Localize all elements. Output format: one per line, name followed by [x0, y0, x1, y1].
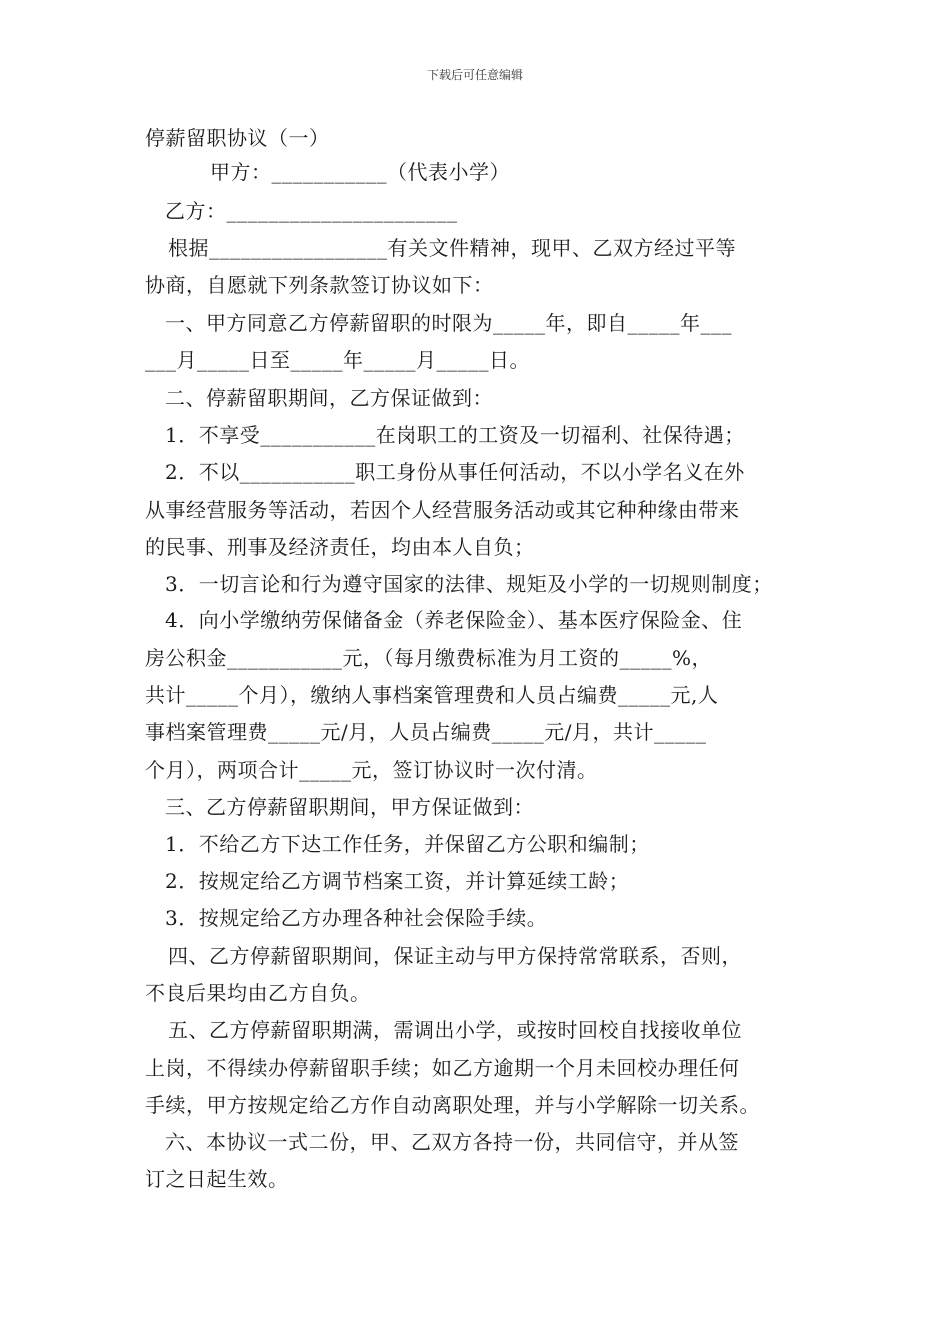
paragraph-line: ___月_____日至_____年_____月_____日。: [145, 348, 530, 372]
clause-line: 1．不给乙方下达工作任务，并保留乙方公职和编制；: [165, 832, 650, 856]
clause-line: 的民事、刑事及经济责任，均由本人自负；: [145, 535, 535, 559]
clause-line: 3．一切言论和行为遵守国家的法律、规矩及小学的一切规则制度；: [165, 572, 773, 596]
paragraph-line: 协商，自愿就下列条款签订协议如下：: [145, 273, 494, 297]
section-heading: 三、乙方停薪留职期间，甲方保证做到：: [165, 795, 534, 819]
clause-line: 4．向小学缴纳劳保储备金（养老保险金）、基本医疗保险金、住: [165, 608, 743, 632]
clause-line: 1．不享受___________在岗职工的工资及一切福利、社保待遇；: [165, 423, 745, 447]
clause-line: 2．按规定给乙方调节档案工资，并计算延续工龄；: [165, 869, 630, 893]
paragraph-line: 上岗，不得续办停薪留职手续；如乙方逾期一个月未回校办理任何: [145, 1056, 740, 1080]
paragraph-line: 一、甲方同意乙方停薪留职的时限为_____年，即自_____年___: [165, 311, 732, 335]
section-heading: 四、乙方停薪留职期间，保证主动与甲方保持常常联系，否则，: [168, 944, 742, 968]
paragraph-line: 手续，甲方按规定给乙方作自动离职处理，并与小学解除一切关系。: [145, 1093, 760, 1117]
paragraph-line: 不良后果均由乙方自负。: [145, 981, 371, 1005]
page-header: 下载后可任意编辑: [426, 68, 523, 82]
clause-line: 房公积金___________元，（每月缴费标准为月工资的_____%，: [145, 646, 713, 670]
clause-line: 3．按规定给乙方办理各种社会保险手续。: [165, 906, 548, 930]
clause-line: 事档案管理费_____元/月，人员占编费_____元/月，共计_____: [145, 720, 707, 744]
paragraph-line: 根据_________________有关文件精神，现甲、乙双方经过平等: [168, 236, 736, 260]
party-a-line: 甲方：___________（代表小学）: [210, 160, 510, 184]
clause-line: 从事经营服务等活动，若因个人经营服务活动或其它种种缘由带来: [145, 498, 740, 522]
clause-line: 共计_____个月），缴纳人事档案管理费和人员占编费_____元,人: [145, 683, 719, 707]
paragraph-line: 订之日起生效。: [145, 1167, 289, 1191]
section-heading: 六、本协议一式二份，甲、乙双方各持一份，共同信守，并从签: [165, 1130, 739, 1154]
clause-line: 2．不以___________职工身份从事任何活动，不以小学名义在外: [165, 460, 745, 484]
section-heading: 五、乙方停薪留职期满，需调出小学，或按时回校自找接收单位: [168, 1018, 742, 1042]
clause-line: 个月），两项合计_____元，签订协议时一次付清。: [145, 758, 598, 782]
section-heading: 二、停薪留职期间，乙方保证做到：: [165, 386, 493, 410]
party-b-line: 乙方：______________________: [165, 199, 458, 223]
doc-title: 停薪留职协议（一）: [145, 126, 330, 150]
